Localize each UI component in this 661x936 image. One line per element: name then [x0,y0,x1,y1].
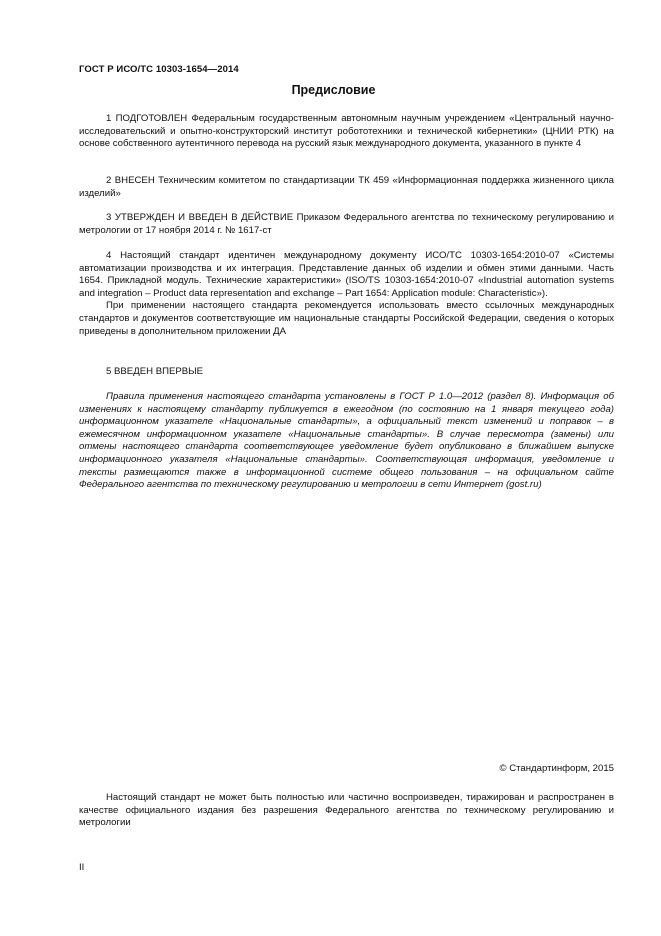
paragraph-identical: 4 Настоящий стандарт идентичен международному документу ИСО/ТС 10303-1654:2010-07 «Системы автоматизации производства и их интеграция. Представление данных об изделии и обмен этими данными. Часть 1654. Прикладной модуль. Технические характеристики» (ISO/TS 10303-1654:2010-07 «Industrial automation systems and integration – Product data representation and exchange – Part 1654: Application module: Characteristic»). [79,250,614,299]
paragraph-3 [79,212,614,237]
page-number: II [79,862,85,873]
paragraph-references: При применении настоящего стандарта рекомендуется использовать вместо ссылочных международных стандартов и документов соответствующие им национальные стандарты Российской Федерации, сведения о которых приведены в дополнительном приложении ДА [79,300,614,337]
copyright-notice: © Стандартинформ, 2015 [499,763,614,774]
page-title-text: Предисловие [291,83,376,97]
paragraph-5 [79,366,614,379]
paragraph-prepared: 1 ПОДГОТОВЛЕН Федеральным государственным автономным научным учреждением «Центральный научно-исследовательский и опытно-конструкторский институт робототехники и технической кибернетики» (ЦНИИ РТК) на основе собственного аутентичного перевода на русский язык международного документа, указанного в пункте 4 [79,113,614,150]
paragraph-4 [79,250,614,338]
paragraph-submitted: 2 ВНЕСЕН Техническим комитетом по стандартизации ТК 459 «Информационная поддержка жизненного цикла изделий» [79,175,614,199]
reproduction-notice-text: Настоящий стандарт не может быть полностью или частично воспроизведен, тиражирован и распространен в качестве официального издания без разрешения Федерального агентства по техническому регулированию и метрологии [79,792,614,829]
reproduction-notice [79,792,614,830]
paragraph-application-rules: Правила применения настоящего стандарта установлены в ГОСТ Р 1.0—2012 (раздел 8). Информация об изменениях к настоящему стандарту публикуется в ежегодном (по состоянию на 1 января текущего года) информационном указателе «Национальные стандарты», а официальный текст изменений и поправок – в ежемесячном информационном указателе «Национальные стандарты». В случае пересмотра (замены) или отмены настоящего стандарта соответствующее уведомление будет опубликовано в ближайшем выпуске информационного указателя «Национальные стандарты». Соответствующая информация, уведомление и тексты размещаются также в информационной системе общего пользования – на официальном сайте Федерального агентства по техническому регулированию и метрологии в сети Интернет (gost.ru) [79,391,614,491]
page-title [0,83,661,97]
paragraph-first-introduced: 5 ВВЕДЕН ВПЕРВЫЕ [106,366,204,377]
paragraph-1 [79,113,614,151]
paragraph-6 [79,391,614,492]
paragraph-2 [79,175,614,200]
paragraph-approved: 3 УТВЕРЖДЕН И ВВЕДЕН В ДЕЙСТВИЕ Приказом Федерального агентства по техническому регулированию и метрологии от 17 ноября 2014 г. № 1617-ст [79,212,614,236]
standard-code-header: ГОСТ Р ИСО/ТС 10303-1654—2014 [79,64,239,75]
